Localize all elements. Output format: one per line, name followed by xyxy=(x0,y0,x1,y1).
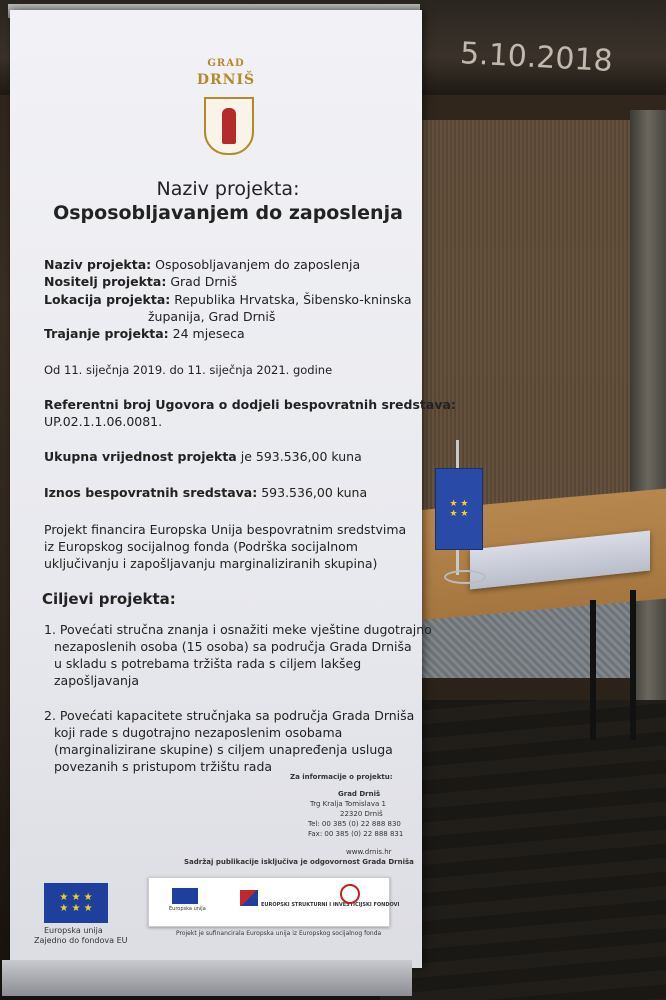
contact-title: Za informacije o projektu: xyxy=(290,773,393,781)
goal1-line: zapošljavanja xyxy=(54,673,140,688)
detail-row: Lokacija projekta: Republika Hrvatska, Šibensko-kninska xyxy=(44,292,412,307)
funding-text-line: uključivanju i zapošljavanju marginaliziranih skupina) xyxy=(44,556,378,571)
flag-base xyxy=(444,570,486,584)
contact-line: Fax: 00 385 (0) 22 888 831 xyxy=(308,830,404,838)
crest-title-line2: DRNIŠ xyxy=(196,72,256,88)
heading-line1: Naziv projekta: xyxy=(156,178,300,200)
eu-mini-flag-icon xyxy=(172,888,198,904)
contract-number: UP.02.1.1.06.0081. xyxy=(44,414,163,429)
contract-label: Referentni broj Ugovora o dodjeli bespovratnih sredstava: xyxy=(44,397,456,412)
contact-line: Grad Drniš xyxy=(338,790,381,798)
goal2-line: 2. Povećati kapacitete stručnjaka sa područja Grada Drniša xyxy=(44,708,415,723)
contact-line: Tel: 00 385 (0) 22 888 830 xyxy=(308,820,401,828)
goal1-line: nezaposlenih osoba (15 osoba) sa područja Grada Drniša xyxy=(54,639,412,654)
goals-title: Ciljevi projekta: xyxy=(42,590,176,608)
detail-row: Naziv projekta: Osposobljavanjem do zaposlenja xyxy=(44,257,361,272)
grant-value: Iznos bespovratnih sredstava: 593.536,00 kuna xyxy=(44,485,368,500)
logo-strip-middle-text: EUROPSKI STRUKTURNI I INVESTICIJSKI FONDOVI xyxy=(261,902,400,908)
esif-logo-icon xyxy=(240,890,258,906)
floor xyxy=(380,700,666,1000)
funding-text-line: Projekt financira Europska Unija bespovratnim sredstvima xyxy=(44,522,407,537)
banner-base xyxy=(2,960,412,996)
goal1-line: 1. Povećati stručna znanja i osnažiti meke vještine dugotrajno xyxy=(44,622,432,637)
detail-row: Nositelj projekta: Grad Drniš xyxy=(44,274,238,289)
total-value: Ukupna vrijednost projekta je 593.536,00 kuna xyxy=(44,449,362,464)
goal2-line: povezanih s pristupom tržištu rada xyxy=(54,759,273,774)
goal2-line: (marginalizirane skupine) s ciljem unapređenja usluga xyxy=(54,742,393,757)
eu-caption-line: Zajedno do fondova EU xyxy=(34,936,128,945)
goal1-line: u skladu s potrebama tržišta rada s ciljem lakšeg xyxy=(54,656,362,671)
table-leg xyxy=(590,600,596,740)
table-leg xyxy=(630,590,636,740)
footer-text: Projekt je sufinancirala Europska unija iz Europskog socijalnog fonda xyxy=(176,930,382,937)
funding-text-line: iz Europskog socijalnog fonda (Podrška socijalnom xyxy=(44,539,358,554)
logo-strip-left-text: Europska unija xyxy=(169,906,206,912)
contact-disclaimer: Sadržaj publikacije isključiva je odgovornost Grada Drniša xyxy=(184,858,414,866)
goal2-line: koji rade s dugotrajno nezaposlenim osobama xyxy=(54,725,343,740)
detail-row: županija, Grad Drniš xyxy=(148,309,276,324)
contact-web: www.drnis.hr xyxy=(346,848,392,856)
croatia-logo-icon xyxy=(340,884,360,904)
eu-table-flag: ★ ★ ★ ★ xyxy=(435,468,483,550)
project-period: Od 11. siječnja 2019. do 11. siječnja 2021. godine xyxy=(44,363,333,377)
roll-up-banner xyxy=(10,10,456,968)
heading-line2: Osposobljavanjem do zaposlenja xyxy=(53,202,403,224)
contact-line: Trg Kralja Tomislava 1 xyxy=(310,800,386,808)
eu-flag-icon: ★ ★ ★ ★ ★ ★ xyxy=(44,883,108,923)
contact-line: 22320 Drniš xyxy=(340,810,383,818)
eu-caption-line: Europska unija xyxy=(44,926,103,935)
detail-row: Trajanje projekta: 24 mjeseca xyxy=(44,326,245,341)
crest-title-line1: GRAD xyxy=(207,58,245,69)
beam-date-writing: 5.10.2018 xyxy=(459,36,614,79)
crest-title xyxy=(176,56,276,88)
city-crest-icon xyxy=(204,97,254,155)
